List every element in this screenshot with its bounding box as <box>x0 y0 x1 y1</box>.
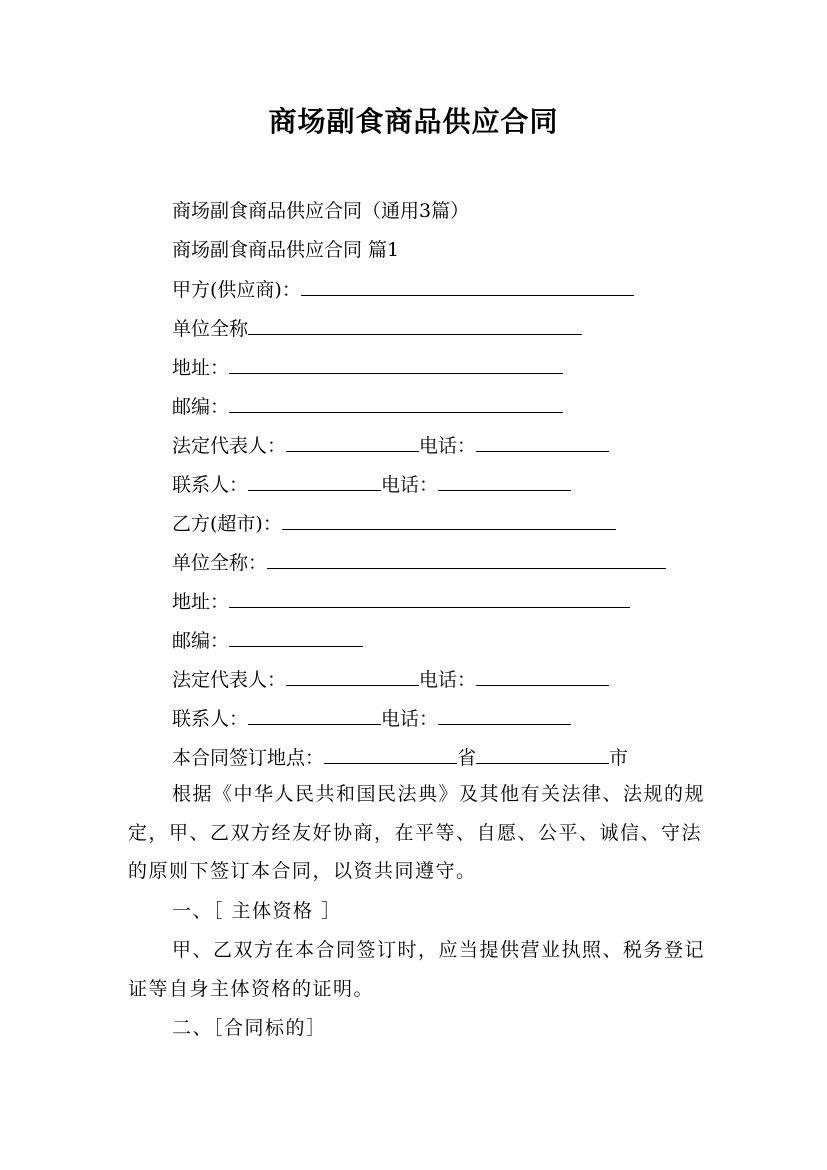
document-title: 商场副食商品供应合同 <box>268 105 559 138</box>
city-blank <box>476 745 609 764</box>
a-unit-label: 单位全称 <box>172 318 249 340</box>
a-legal-rep-label: 法定代表人： <box>172 435 287 457</box>
party-b-blank <box>282 511 616 530</box>
a-unit-row <box>172 316 582 341</box>
b-legal-rep-blank <box>286 667 419 686</box>
party-b-row <box>172 511 616 536</box>
province-blank <box>324 745 457 764</box>
a-contact-phone-label: 电话： <box>381 474 439 496</box>
a-address-row <box>172 355 563 380</box>
a-phone-blank <box>476 433 609 452</box>
a-legal-rep-row <box>172 433 609 458</box>
a-postcode-label: 邮编： <box>172 396 230 418</box>
b-address-blank <box>229 589 630 608</box>
a-unit-blank <box>248 316 582 335</box>
party-b-label: 乙方(超市)： <box>172 513 282 535</box>
province-label: 省 <box>457 747 477 769</box>
sign-place-row <box>172 745 628 770</box>
part-heading: 商场副食商品供应合同 篇1 <box>172 239 400 261</box>
b-legal-rep-label: 法定代表人： <box>172 669 287 691</box>
b-postcode-blank <box>229 628 363 647</box>
b-contact-blank <box>248 706 381 725</box>
a-postcode-row <box>172 394 563 419</box>
b-phone-blank <box>476 667 609 686</box>
b-unit-row <box>172 550 666 575</box>
b-address-row <box>172 589 630 614</box>
b-address-label: 地址： <box>172 591 230 613</box>
subtitle: 商场副食商品供应合同（通用3篇） <box>172 200 470 222</box>
a-contact-row <box>172 472 571 497</box>
b-postcode-row <box>172 628 363 653</box>
a-postcode-blank <box>229 394 563 413</box>
a-address-blank <box>229 355 563 374</box>
basis-paragraph: 根据《中华人民共和国民法典》及其他有关法律、法规的规定，甲、乙双方经友好协商，在平等、自愿、公平、诚信、守法的原则下签订本合同，以资共同遵守。 <box>128 783 706 882</box>
b-contact-row <box>172 706 571 731</box>
section2-heading: 二、［合同标的］ <box>172 1017 327 1039</box>
city-label: 市 <box>609 747 629 769</box>
party-a-blank <box>301 277 634 296</box>
section1-paragraph: 甲、乙双方在本合同签订时，应当提供营业执照、税务登记证等自身主体资格的证明。 <box>128 939 706 1000</box>
a-address-label: 地址： <box>172 357 230 379</box>
sign-place-label: 本合同签订地点： <box>172 747 325 769</box>
a-contact-blank <box>248 472 381 491</box>
b-postcode-label: 邮编： <box>172 630 230 652</box>
party-a-label: 甲方(供应商)： <box>172 279 301 301</box>
section1-heading: 一、［ 主体资格 ］ <box>172 900 342 922</box>
b-legal-rep-row <box>172 667 609 692</box>
b-contact-label: 联系人： <box>172 708 249 730</box>
a-contact-label: 联系人： <box>172 474 249 496</box>
b-unit-label: 单位全称： <box>172 552 268 574</box>
a-legal-rep-blank <box>286 433 419 452</box>
b-phone-label: 电话： <box>419 669 477 691</box>
party-a-row <box>172 277 634 302</box>
b-unit-blank <box>267 550 666 569</box>
b-contact-phone-blank <box>438 706 571 725</box>
a-contact-phone-blank <box>438 472 571 491</box>
b-contact-phone-label: 电话： <box>381 708 439 730</box>
a-phone-label: 电话： <box>419 435 477 457</box>
